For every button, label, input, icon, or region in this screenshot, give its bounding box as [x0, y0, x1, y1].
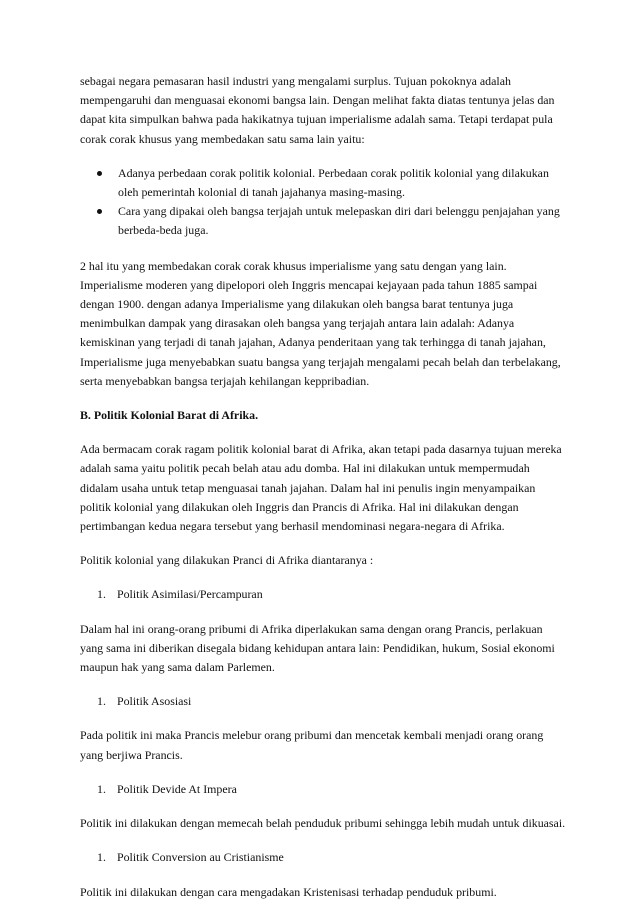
item-title: Politik Devide At Impera: [117, 781, 237, 796]
list-item: [80, 164, 568, 202]
section-heading: B. Politik Kolonial Barat di Afrika.: [80, 408, 259, 423]
intro-paragraph: sebagai negara pemasaran hasil industri yang mengalami surplus. Tujuan pokoknya adalah mempengaruhi dan menguasai ekonomi bangsa lain. Dengan melihat fakta diatas tentunya jelas dan dapat kita simpulkan bahwa pada hakikatnya tujuan imperialisme adalah sama. Tetapi terdapat pula corak corak khusus yang membedakan satu sama lain yaitu:: [80, 74, 555, 146]
numbered-item-asimilasi: [80, 585, 568, 604]
bullet-text: Cara yang dipakai oleh bangsa terjajah untuk melepaskan diri dari belenggu penjajahan yang berbeda-beda juga.: [118, 204, 560, 238]
item-title: Politik Asosiasi: [117, 694, 192, 709]
item-number: 1.: [97, 694, 106, 709]
numbered-item-devide-at-impera: [80, 780, 568, 799]
item-number: 1.: [97, 850, 106, 865]
numbered-item-asosiasi: [80, 692, 568, 711]
item-number: 1.: [97, 781, 106, 796]
asimilasi-paragraph: Dalam hal ini orang-orang pribumi di Afrika diperlakukan sama dengan orang Prancis, perlakuan yang sama ini diberikan disegala bidang kehidupan antara lain: Pendidikan, hukum, Sosial ekonomi maupun hak yang sama dalam Parlemen.: [80, 621, 555, 675]
bullet-icon: [97, 209, 102, 214]
conversion-paragraph: Politik ini dilakukan dengan cara mengadakan Kristenisasi terhadap penduduk pribumi.: [80, 884, 497, 899]
list-item: [80, 202, 568, 240]
document-page: [80, 72, 568, 917]
bullet-text: Adanya perbedaan corak politik kolonial. Perbedaan corak politik kolonial yang dilakukan oleh pemerintah kolonial di tanah jajahanya masing-masing.: [118, 165, 549, 200]
france-intro-paragraph: Politik kolonial yang dilakukan Pranci di Afrika diantaranya :: [80, 553, 374, 568]
impact-paragraph: 2 hal itu yang membedakan corak corak khusus imperialisme yang satu dengan yang lain. Imperialisme moderen yang dipelopori oleh Inggris mencapai kejayaan pada tahun 1885 sampai dengan 1900. dengan adanya Imperialisme yang dilakukan oleh bangsa barat tentunya juga menimbulkan dampak yang dirasakan oleh bangsa yang terjajah antara lain adalah: Adanya kemiskinan yang terjadi di tanah jajahan, Adanya penderitaan yang tak terhingga di tanah jajahan, Imperialisme juga menyebabkan suatu bangsa yang terjajah mengalami pecah belah dan terbelakang, serta menyebabkan bangsa terjajah kehilangan keppribadian.: [80, 258, 561, 388]
numbered-item-conversion: [80, 848, 568, 867]
item-number: 1.: [97, 587, 106, 602]
devide-at-impera-paragraph: Politik ini dilakukan dengan memecah belah penduduk pribumi sehingga lebih mudah untuk dikuasai.: [80, 816, 566, 831]
bullet-icon: [97, 171, 102, 176]
africa-paragraph: Ada bermacam corak ragam politik kolonial barat di Afrika, akan tetapi pada dasarnya tujuan mereka adalah sama yaitu politik pecah belah atau adu domba. Hal ini dilakukan untuk mempermudah didalam usaha untuk tetap menguasai tanah jajahan. Dalam hal ini penulis ingin menyampaikan politik kolonial yang dilakukan oleh Inggris dan Prancis di Afrika. Hal ini dilakukan dengan pertimbangan kedua negara tersebut yang berhasil mendominasi negara-negara di Afrika.: [80, 442, 562, 534]
item-title: Politik Asimilasi/Percampuran: [117, 587, 263, 602]
item-title: Politik Conversion au Cristianisme: [117, 850, 284, 865]
bullet-list: [80, 164, 568, 241]
asosiasi-paragraph: Pada politik ini maka Prancis melebur orang pribumi dan mencetak kembali menjadi orang orang yang berjiwa Prancis.: [80, 728, 544, 762]
